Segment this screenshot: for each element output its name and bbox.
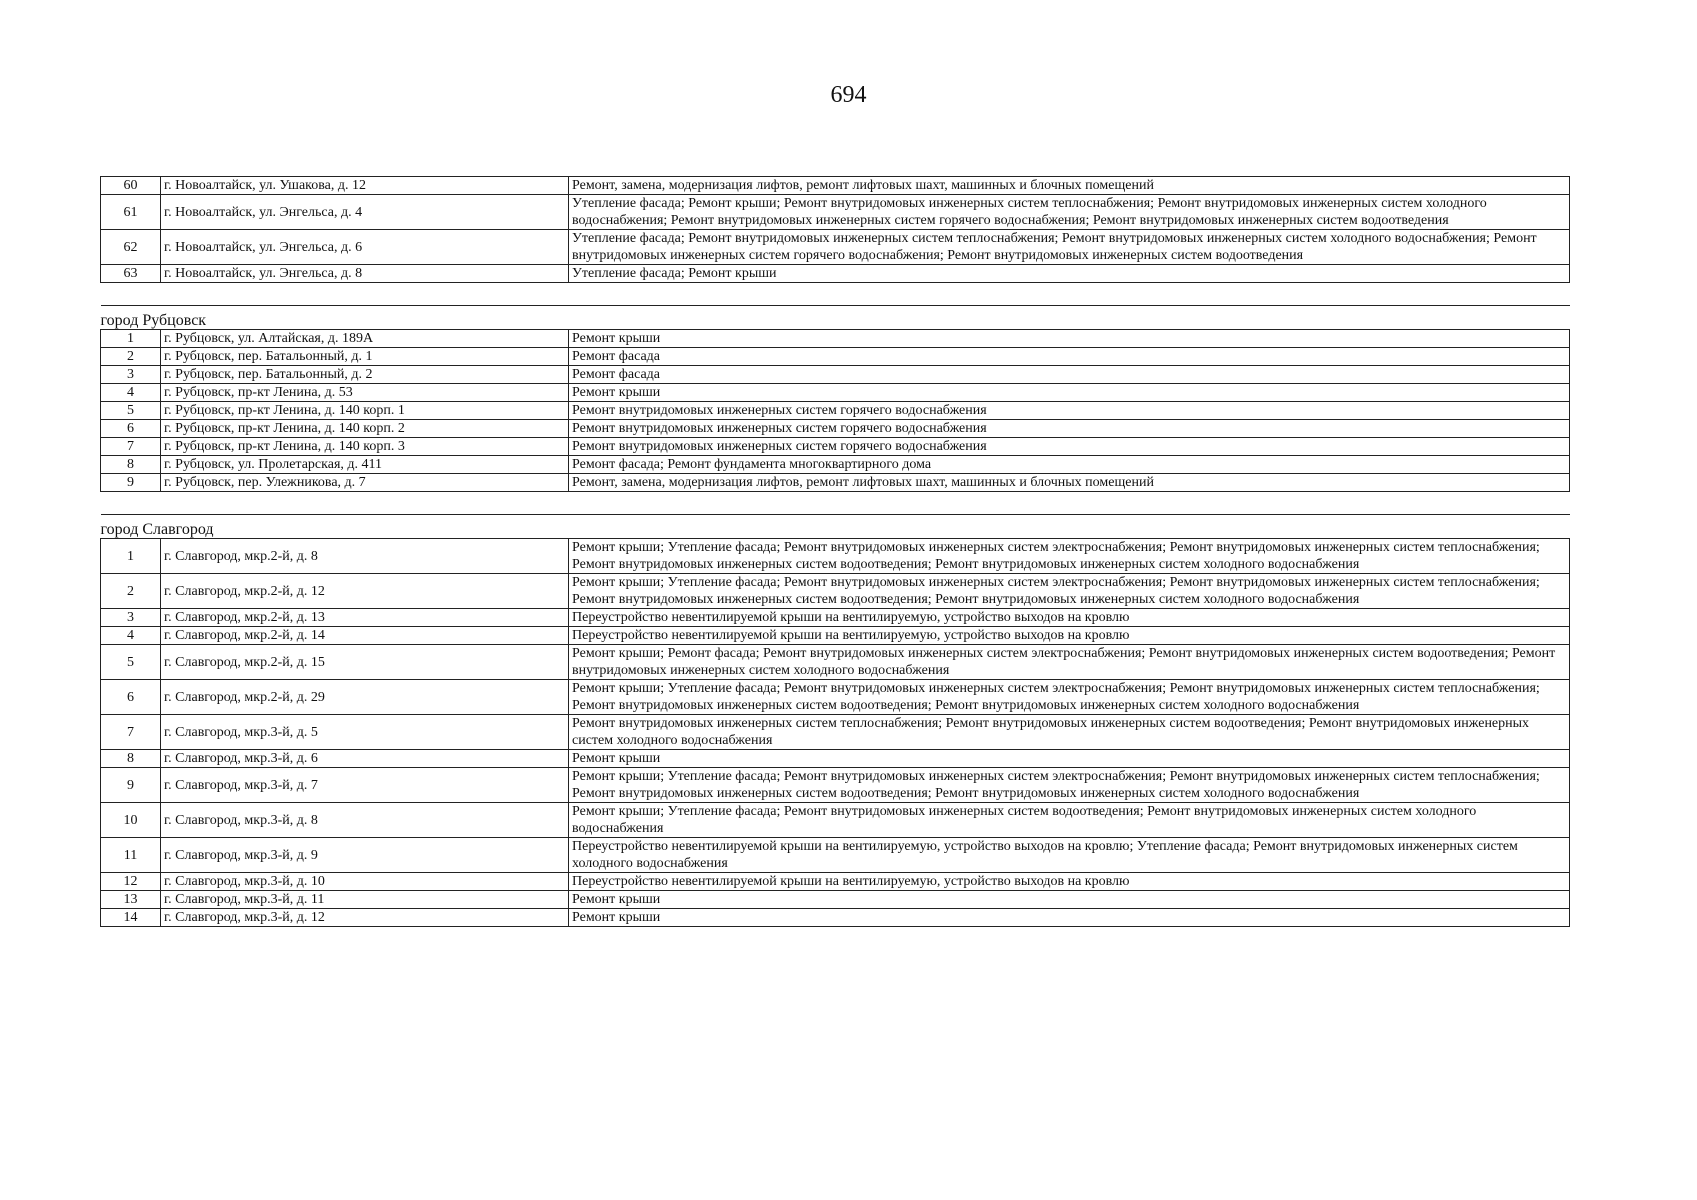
row-address: г. Новоалтайск, ул. Ушакова, д. 12 [161, 177, 569, 195]
table-row [101, 574, 1570, 609]
spacer-cell [101, 283, 1570, 306]
row-works: Утепление фасада; Ремонт внутридомовых инженерных систем теплоснабжения; Ремонт внутридомовых инженерных систем холодного водоснабжения; Ремонт внутридомовых инженерных систем горячего водоснабжения; Ремонт внутридомовых инженерных систем водоотведения [569, 230, 1570, 265]
section-spacer [101, 283, 1570, 306]
row-address: г. Рубцовск, пер. Батальонный, д. 2 [161, 366, 569, 384]
row-address: г. Новоалтайск, ул. Энгельса, д. 6 [161, 230, 569, 265]
row-number: 62 [101, 230, 161, 265]
table-row [101, 474, 1570, 492]
table-row [101, 838, 1570, 873]
row-number: 3 [101, 609, 161, 627]
row-number: 8 [101, 456, 161, 474]
table-row [101, 265, 1570, 283]
row-number: 4 [101, 384, 161, 402]
row-works: Ремонт внутридомовых инженерных систем горячего водоснабжения [569, 402, 1570, 420]
city-heading: город Славгород [100, 521, 214, 538]
row-works: Ремонт крыши; Утепление фасада; Ремонт внутридомовых инженерных систем электроснабжения; Ремонт внутридомовых инженерных систем теплоснабжения; Ремонт внутридомовых инженерных систем водоотведения; Ремонт внутридомовых инженерных систем холодного водоснабжения [569, 680, 1570, 715]
table-row [101, 680, 1570, 715]
row-works: Ремонт внутридомовых инженерных систем горячего водоснабжения [569, 420, 1570, 438]
row-address: г. Славгород, мкр.3-й, д. 5 [161, 715, 569, 750]
row-number: 4 [101, 627, 161, 645]
row-number: 1 [101, 330, 161, 348]
city-heading: город Рубцовск [100, 312, 207, 329]
table-row [101, 909, 1570, 927]
row-number: 63 [101, 265, 161, 283]
table-row [101, 715, 1570, 750]
row-number: 8 [101, 750, 161, 768]
row-address: г. Славгород, мкр.3-й, д. 9 [161, 838, 569, 873]
table-row [101, 873, 1570, 891]
table-row [101, 366, 1570, 384]
table-row [101, 330, 1570, 348]
row-address: г. Славгород, мкр.3-й, д. 7 [161, 768, 569, 803]
row-works: Переустройство невентилируемой крыши на вентилируемую, устройство выходов на кровлю; Утепление фасада; Ремонт внутридомовых инженерных систем холодного водоснабжения [569, 838, 1570, 873]
row-number: 2 [101, 574, 161, 609]
row-number: 6 [101, 680, 161, 715]
city-heading-row [101, 306, 1570, 330]
row-works: Ремонт фасада [569, 366, 1570, 384]
table-row [101, 438, 1570, 456]
row-works: Ремонт, замена, модернизация лифтов, ремонт лифтовых шахт, машинных и блочных помещений [569, 474, 1570, 492]
row-works: Переустройство невентилируемой крыши на вентилируемую, устройство выходов на кровлю [569, 627, 1570, 645]
row-works: Ремонт, замена, модернизация лифтов, ремонт лифтовых шахт, машинных и блочных помещений [569, 177, 1570, 195]
city-heading-row [101, 515, 1570, 539]
row-works: Ремонт крыши [569, 384, 1570, 402]
row-number: 7 [101, 438, 161, 456]
row-address: г. Рубцовск, пр-кт Ленина, д. 140 корп. 3 [161, 438, 569, 456]
row-number: 11 [101, 838, 161, 873]
row-address: г. Рубцовск, пр-кт Ленина, д. 140 корп. 2 [161, 420, 569, 438]
row-number: 61 [101, 195, 161, 230]
row-number: 13 [101, 891, 161, 909]
row-address: г. Рубцовск, пр-кт Ленина, д. 53 [161, 384, 569, 402]
row-address: г. Славгород, мкр.2-й, д. 13 [161, 609, 569, 627]
row-works: Ремонт фасада [569, 348, 1570, 366]
row-works: Ремонт крыши; Утепление фасада; Ремонт внутридомовых инженерных систем электроснабжения; Ремонт внутридомовых инженерных систем теплоснабжения; Ремонт внутридомовых инженерных систем водоотведения; Ремонт внутридомовых инженерных систем холодного водоснабжения [569, 539, 1570, 574]
row-address: г. Славгород, мкр.2-й, д. 29 [161, 680, 569, 715]
section-spacer [101, 492, 1570, 515]
table-row [101, 177, 1570, 195]
row-number: 6 [101, 420, 161, 438]
row-address: г. Славгород, мкр.2-й, д. 8 [161, 539, 569, 574]
row-address: г. Рубцовск, пр-кт Ленина, д. 140 корп. 1 [161, 402, 569, 420]
row-number: 60 [101, 177, 161, 195]
row-number: 2 [101, 348, 161, 366]
row-works: Ремонт крыши [569, 330, 1570, 348]
table-row [101, 195, 1570, 230]
row-number: 9 [101, 768, 161, 803]
row-number: 14 [101, 909, 161, 927]
row-address: г. Славгород, мкр.3-й, д. 11 [161, 891, 569, 909]
page-number: 694 [830, 82, 867, 108]
works-table-body [101, 177, 1570, 927]
row-works: Ремонт крыши; Утепление фасада; Ремонт внутридомовых инженерных систем электроснабжения; Ремонт внутридомовых инженерных систем теплоснабжения; Ремонт внутридомовых инженерных систем водоотведения; Ремонт внутридомовых инженерных систем холодного водоснабжения [569, 768, 1570, 803]
row-address: г. Славгород, мкр.2-й, д. 15 [161, 645, 569, 680]
row-address: г. Славгород, мкр.2-й, д. 14 [161, 627, 569, 645]
table-row [101, 456, 1570, 474]
table-row [101, 803, 1570, 838]
row-number: 9 [101, 474, 161, 492]
row-works: Ремонт крыши; Ремонт фасада; Ремонт внутридомовых инженерных систем электроснабжения; Ремонт внутридомовых инженерных систем водоотведения; Ремонт внутридомовых инженерных систем холодного водоснабжения [569, 645, 1570, 680]
row-address: г. Славгород, мкр.3-й, д. 6 [161, 750, 569, 768]
table-row [101, 645, 1570, 680]
table-row [101, 891, 1570, 909]
row-number: 7 [101, 715, 161, 750]
row-works: Ремонт внутридомовых инженерных систем горячего водоснабжения [569, 438, 1570, 456]
row-address: г. Славгород, мкр.3-й, д. 8 [161, 803, 569, 838]
row-address: г. Рубцовск, пер. Батальонный, д. 1 [161, 348, 569, 366]
table-row [101, 384, 1570, 402]
row-works: Ремонт крыши [569, 750, 1570, 768]
table-row [101, 750, 1570, 768]
row-works: Ремонт крыши; Утепление фасада; Ремонт внутридомовых инженерных систем электроснабжения; Ремонт внутридомовых инженерных систем теплоснабжения; Ремонт внутридомовых инженерных систем водоотведения; Ремонт внутридомовых инженерных систем холодного водоснабжения [569, 574, 1570, 609]
row-address: г. Рубцовск, ул. Пролетарская, д. 411 [161, 456, 569, 474]
table-row [101, 402, 1570, 420]
row-address: г. Рубцовск, ул. Алтайская, д. 189А [161, 330, 569, 348]
table-row [101, 539, 1570, 574]
table-row [101, 348, 1570, 366]
row-address: г. Славгород, мкр.3-й, д. 10 [161, 873, 569, 891]
row-works: Ремонт крыши [569, 891, 1570, 909]
row-works: Ремонт фасада; Ремонт фундамента многоквартирного дома [569, 456, 1570, 474]
spacer-cell [101, 492, 1570, 515]
row-address: г. Рубцовск, пер. Улежникова, д. 7 [161, 474, 569, 492]
table-row [101, 420, 1570, 438]
row-number: 5 [101, 645, 161, 680]
row-works: Ремонт крыши [569, 909, 1570, 927]
row-number: 1 [101, 539, 161, 574]
row-works: Переустройство невентилируемой крыши на вентилируемую, устройство выходов на кровлю [569, 609, 1570, 627]
row-number: 5 [101, 402, 161, 420]
row-address: г. Славгород, мкр.2-й, д. 12 [161, 574, 569, 609]
row-address: г. Славгород, мкр.3-й, д. 12 [161, 909, 569, 927]
table-row [101, 627, 1570, 645]
row-works: Переустройство невентилируемой крыши на вентилируемую, устройство выходов на кровлю [569, 873, 1570, 891]
row-works: Ремонт внутридомовых инженерных систем теплоснабжения; Ремонт внутридомовых инженерных систем водоотведения; Ремонт внутридомовых инженерных систем холодного водоснабжения [569, 715, 1570, 750]
row-works: Ремонт крыши; Утепление фасада; Ремонт внутридомовых инженерных систем водоотведения; Ремонт внутридомовых инженерных систем холодного водоснабжения [569, 803, 1570, 838]
row-address: г. Новоалтайск, ул. Энгельса, д. 4 [161, 195, 569, 230]
row-works: Утепление фасада; Ремонт крыши; Ремонт внутридомовых инженерных систем теплоснабжения; Ремонт внутридомовых инженерных систем холодного водоснабжения; Ремонт внутридомовых инженерных систем горячего водоснабжения; Ремонт внутридомовых инженерных систем водоотведения [569, 195, 1570, 230]
row-number: 10 [101, 803, 161, 838]
works-table [100, 176, 1570, 927]
row-works: Утепление фасада; Ремонт крыши [569, 265, 1570, 283]
row-number: 12 [101, 873, 161, 891]
row-address: г. Новоалтайск, ул. Энгельса, д. 8 [161, 265, 569, 283]
table-row [101, 768, 1570, 803]
table-row [101, 230, 1570, 265]
works-register [100, 176, 1570, 927]
row-number: 3 [101, 366, 161, 384]
table-row [101, 609, 1570, 627]
